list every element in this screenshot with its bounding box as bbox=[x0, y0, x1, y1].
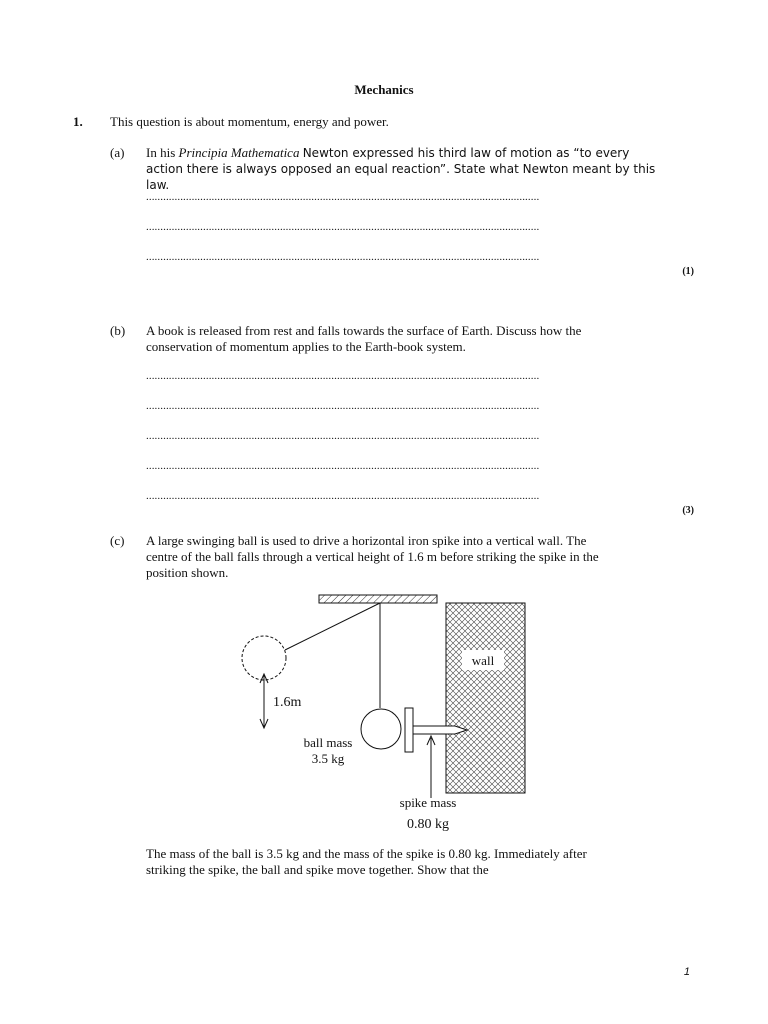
string-start bbox=[285, 603, 380, 650]
wall-label: wall bbox=[471, 653, 495, 668]
ball-mass-value: 3.5 kg bbox=[311, 751, 345, 766]
part-a-line2: action there is always opposed an equal reaction”. State what Newton meant by this law. bbox=[146, 162, 656, 192]
height-label: 1.6m bbox=[273, 695, 302, 710]
part-a-prefix: In his bbox=[146, 145, 176, 160]
question-intro: This question is about momentum, energy and power. bbox=[110, 114, 389, 129]
part-c-line2: centre of the ball falls through a vertical height of 1.6 m before striking the spike in the bbox=[146, 549, 599, 564]
part-b-label: (b) bbox=[110, 323, 126, 338]
ball-mass-label: ball mass bbox=[303, 735, 353, 750]
book-title: Principia Mathematica bbox=[178, 145, 300, 160]
page-number: 1 bbox=[683, 966, 690, 978]
answer-line[interactable]: .......................................................................................................................................... bbox=[146, 191, 540, 203]
answer-line[interactable]: .......................................................................................................................................... bbox=[146, 221, 540, 233]
part-c-label: (c) bbox=[110, 533, 125, 548]
ball-spike-diagram bbox=[0, 580, 768, 840]
part-c-line1: A large swinging ball is used to drive a horizontal iron spike into a vertical wall. The bbox=[146, 533, 587, 548]
answer-line[interactable]: .......................................................................................................................................... bbox=[146, 370, 540, 382]
part-b-line1: A book is released from rest and falls towards the surface of Earth. Discuss how the bbox=[146, 323, 582, 338]
part-c-after-text bbox=[146, 846, 666, 878]
wall bbox=[446, 603, 525, 793]
answer-line[interactable]: .......................................................................................................................................... bbox=[146, 460, 540, 472]
ceiling-support bbox=[319, 595, 437, 603]
spike-mass-label: spike mass bbox=[399, 795, 457, 810]
part-c-text bbox=[146, 533, 666, 581]
part-c-after-line1: The mass of the ball is 3.5 kg and the mass of the spike is 0.80 kg. Immediately after bbox=[146, 846, 587, 861]
part-c-after-line2: striking the spike, the ball and spike move together. Show that the bbox=[146, 862, 489, 877]
spike-shaft bbox=[413, 726, 467, 734]
part-a-text bbox=[146, 145, 666, 193]
spike-mass-value: 0.80 kg bbox=[407, 817, 449, 832]
part-b-line2: conservation of momentum applies to the Earth-book system. bbox=[146, 339, 466, 354]
part-a-line1-rest: Newton expressed his third law of motion as “to every bbox=[302, 146, 630, 160]
part-c-line3: position shown. bbox=[146, 565, 229, 580]
marks-a: (1) bbox=[682, 266, 694, 277]
answer-line[interactable]: .......................................................................................................................................... bbox=[146, 251, 540, 263]
answer-line[interactable]: .......................................................................................................................................... bbox=[146, 430, 540, 442]
question-number: 1. bbox=[73, 114, 83, 129]
part-b-text bbox=[146, 323, 666, 355]
part-a-label: (a) bbox=[110, 145, 125, 160]
ball bbox=[361, 709, 401, 749]
answer-line[interactable]: .......................................................................................................................................... bbox=[146, 400, 540, 412]
page-title: Mechanics bbox=[354, 82, 414, 97]
spike-head bbox=[405, 708, 413, 752]
marks-b: (3) bbox=[682, 505, 694, 516]
answer-line[interactable]: .......................................................................................................................................... bbox=[146, 490, 540, 502]
